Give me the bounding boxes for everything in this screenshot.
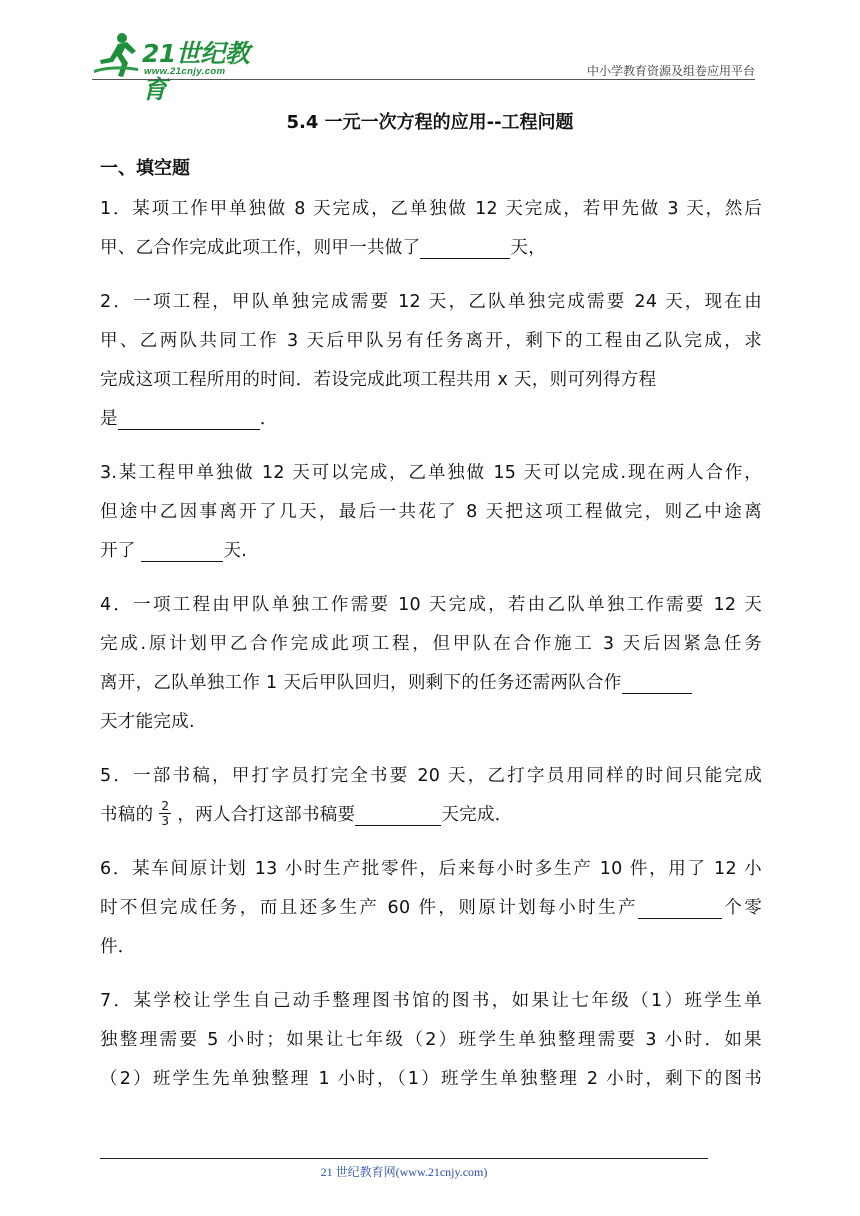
question-line: 5．一部书稿，甲打字员打完全书要 20 天，乙打字员用同样的时间只能完成 xyxy=(100,766,762,786)
question-2 xyxy=(100,283,762,439)
logo-title: 21世纪教育 xyxy=(142,39,250,104)
question-line xyxy=(100,400,762,439)
question-line: 3.某工程甲单独做 12 天可以完成，乙单独做 15 天可以完成.现在两人合作， xyxy=(100,463,762,483)
logo-url: www.21cnjy.com xyxy=(144,66,226,77)
question-text: ． xyxy=(259,409,278,429)
question-7 xyxy=(100,982,762,1099)
answer-blank[interactable] xyxy=(622,671,692,694)
question-line: 完成这项工程所用的时间．若设完成此项工程共用 x 天，则可列得方程 xyxy=(100,370,657,390)
question-text: 书稿的 xyxy=(100,805,154,825)
question-line: 4．一项工程由甲队单独工作需要 10 天完成，若由乙队单独工作需要 12 天 xyxy=(100,595,762,615)
question-line: 件． xyxy=(100,937,136,957)
logo xyxy=(92,28,262,104)
question-text: ，两人合打这部书稿要 xyxy=(177,805,356,825)
question-4 xyxy=(100,586,762,742)
question-line: 2．一项工程，甲队单独完成需要 12 天，乙队单独完成需要 24 天，现在由 xyxy=(100,292,762,312)
question-text: 离开，乙队单独工作 1 天后甲队回归，则剩下的任务还需两队合作 xyxy=(100,673,622,693)
question-line xyxy=(100,664,762,703)
question-text: 个零 xyxy=(722,898,762,918)
document-title: 5.4 一元一次方程的应用--工程问题 xyxy=(286,112,574,133)
question-text: 天， xyxy=(510,238,547,258)
question-line: 7．某学校让学生自己动手整理图书馆的图书，如果让七年级（1）班学生单 xyxy=(100,991,762,1011)
question-text: 时不但完成任务，而且还多生产 60 件，则原计划每小时生产 xyxy=(100,898,639,918)
question-text: 开了 xyxy=(100,541,142,561)
question-5 xyxy=(100,757,762,835)
footer-text: 21 世纪教育网(www.21cnjy.com) xyxy=(320,1165,488,1179)
answer-blank[interactable] xyxy=(118,407,260,430)
runner-logo-icon xyxy=(92,30,142,80)
question-line: 完成.原计划甲乙合作完成此项工程，但甲队在合作施工 3 天后因紧急任务 xyxy=(100,634,762,654)
question-1 xyxy=(100,190,762,268)
question-list xyxy=(100,190,762,1114)
question-line xyxy=(100,796,762,835)
question-line: 独整理需要 5 小时；如果让七年级（2）班学生单独整理需要 3 小时．如果 xyxy=(100,1030,762,1050)
fraction-numerator: 2 xyxy=(161,798,170,813)
question-text: 天. xyxy=(223,541,248,561)
section-heading: 一、填空题 xyxy=(100,158,190,179)
question-line: 甲、乙两队共同工作 3 天后甲队另有任务离开，剩下的工程由乙队完成，求 xyxy=(100,331,762,351)
question-text: 天完成． xyxy=(441,805,513,825)
fraction xyxy=(159,799,171,828)
question-line: 但途中乙因事离开了几天，最后一共花了 8 天把这项工程做完，则乙中途离 xyxy=(100,502,762,522)
question-line: 1．某项工作甲单独做 8 天完成，乙单独做 12 天完成，若甲先做 3 天，然后 xyxy=(100,199,762,219)
answer-blank[interactable] xyxy=(355,803,441,826)
question-line xyxy=(100,889,762,928)
fraction-denominator: 3 xyxy=(161,813,170,828)
platform-label: 中小学教育资源及组卷应用平台 xyxy=(586,64,755,78)
footer-divider xyxy=(100,1158,708,1159)
question-3 xyxy=(100,454,762,571)
question-text: 甲、乙合作完成此项工作，则甲一共做了 xyxy=(100,238,421,258)
question-line: 6．某车间原计划 13 小时生产批零件，后来每小时多生产 10 件，用了 12 小 xyxy=(100,859,762,879)
question-text: 是 xyxy=(100,409,118,429)
question-line: 天才能完成. xyxy=(100,712,195,732)
answer-blank[interactable] xyxy=(141,539,223,562)
question-line xyxy=(100,229,762,268)
question-line: （2）班学生先单独整理 1 小时，（1）班学生单独整理 2 小时，剩下的图书 xyxy=(100,1069,762,1089)
question-line xyxy=(100,532,762,571)
question-6 xyxy=(100,850,762,967)
answer-blank[interactable] xyxy=(420,236,510,259)
header-divider xyxy=(92,79,755,80)
answer-blank[interactable] xyxy=(638,896,722,919)
page-header xyxy=(0,0,860,104)
